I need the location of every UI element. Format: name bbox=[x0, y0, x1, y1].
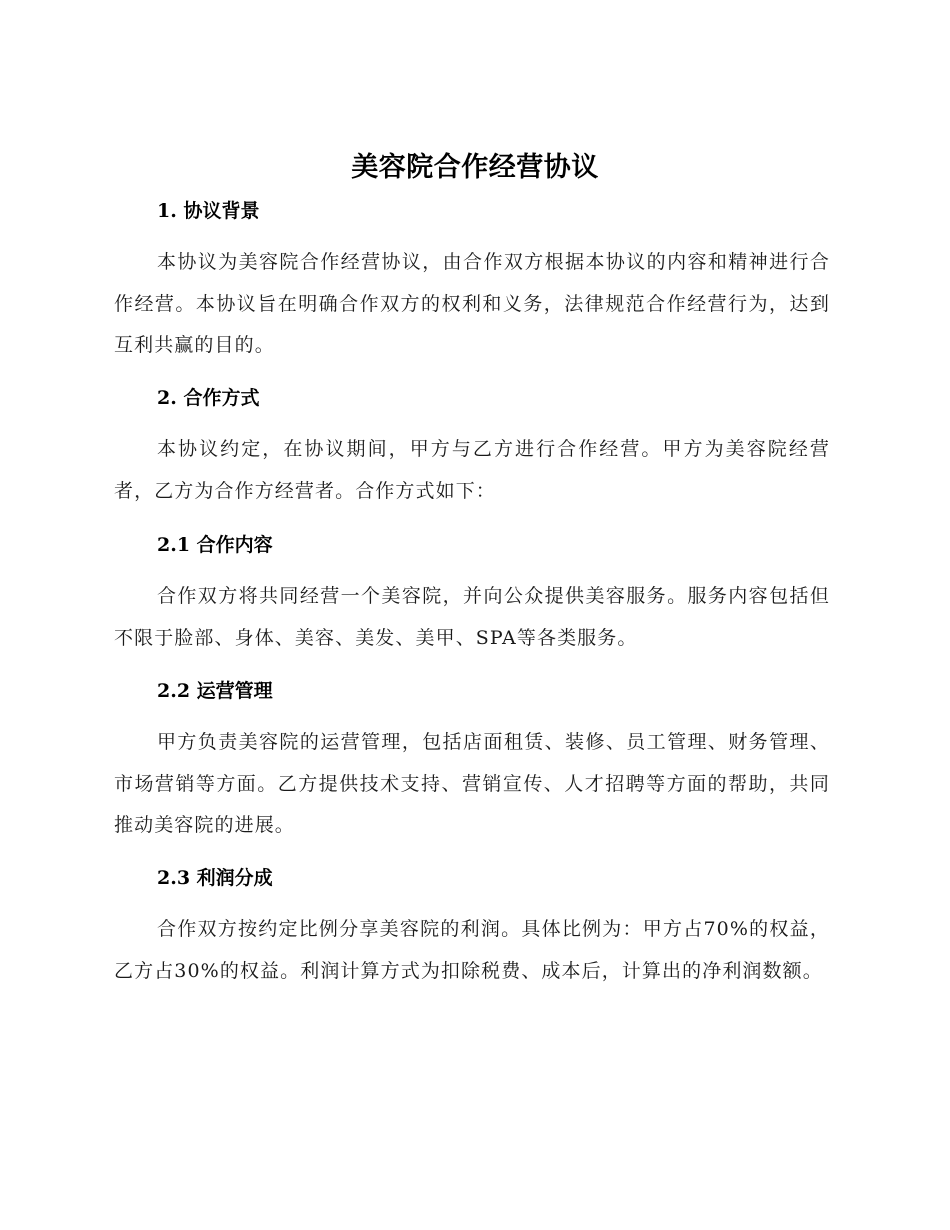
section-heading-cooperation-content: 2.1 合作内容 bbox=[157, 534, 273, 556]
document-title: 美容院合作经营协议 bbox=[351, 152, 599, 183]
section-heading-profit-sharing: 2.3 利润分成 bbox=[157, 867, 273, 889]
section-paragraph-cooperation-content: 合作双方将共同经营一个美容院，并向公众提供美容服务。服务内容包括但不限于脸部、身体、美容、美发、美甲、SPA等各类服务。 bbox=[114, 585, 830, 649]
section-paragraph-cooperation-method: 本协议约定，在协议期间，甲方与乙方进行合作经营。甲方为美容院经营者，乙方为合作方经营者。合作方式如下： bbox=[114, 438, 830, 502]
section-paragraph-agreement-background: 本协议为美容院合作经营协议，由合作双方根据本协议的内容和精神进行合作经营。本协议旨在明确合作双方的权利和义务，法律规范合作经营行为，达到互利共赢的目的。 bbox=[114, 251, 830, 356]
section-heading-cooperation-method: 2. 合作方式 bbox=[157, 387, 260, 409]
section-paragraph-operations-management: 甲方负责美容院的运营管理，包括店面租赁、装修、员工管理、财务管理、市场营销等方面。乙方提供技术支持、营销宣传、人才招聘等方面的帮助，共同推动美容院的进展。 bbox=[114, 731, 830, 836]
section-heading-agreement-background: 1. 协议背景 bbox=[157, 200, 260, 222]
section-paragraph-profit-sharing: 合作双方按约定比例分享美容院的利润。具体比例为：甲方占70%的权益，乙方占30%的权益。利润计算方式为扣除税费、成本后，计算出的净利润数额。 bbox=[114, 918, 830, 982]
section-heading-operations-management: 2.2 运营管理 bbox=[157, 680, 273, 702]
